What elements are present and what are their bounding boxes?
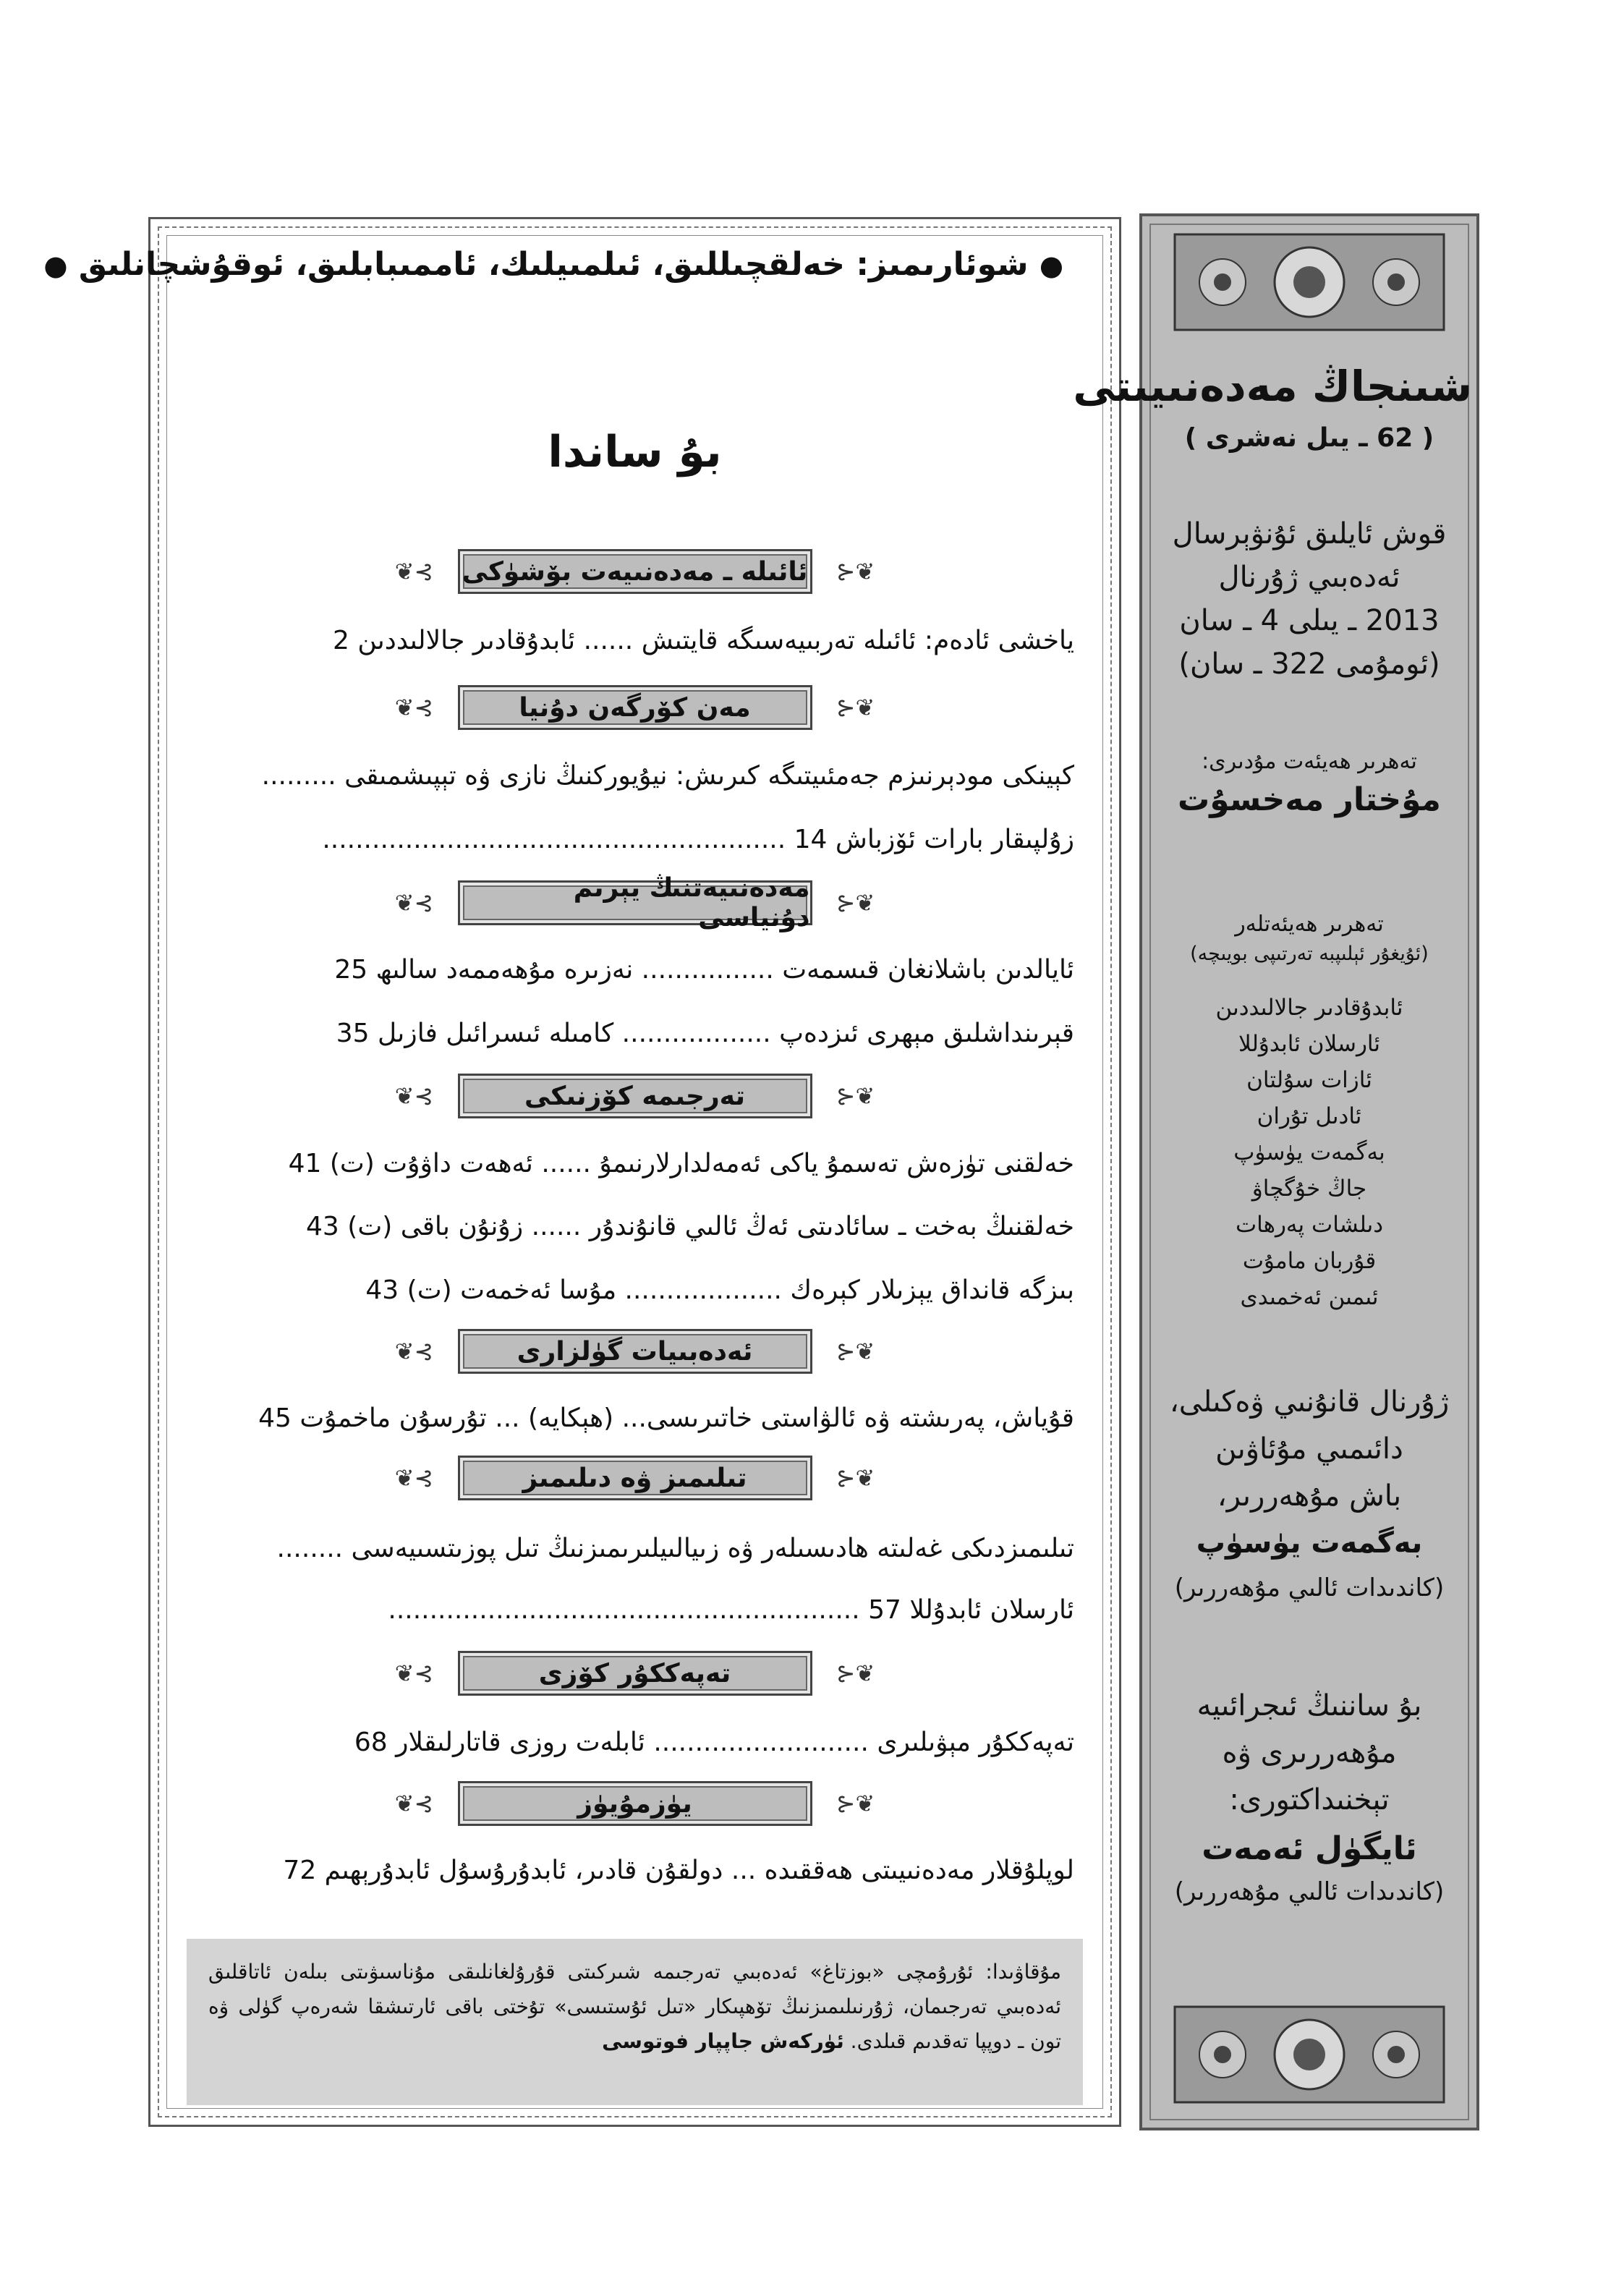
toc-entry[interactable]: قېرىنداشلىق مېھرى ئىزدەپ .................. كامىلە ئىسرائىل فازىل 35: [336, 1019, 1074, 1048]
section-title: تەرجىمە كۆزنىكى: [458, 1074, 812, 1118]
board-member: ئابدۇقادىر جالالىددىن: [1215, 995, 1403, 1021]
issue-contents-title: بۇ ساندا: [548, 427, 722, 477]
toc-entry[interactable]: قۇياش، پەرىشتە ۋە ئالۋاستى خاتىرىسى... (ھېكايە) ... تۇرسۇن ماخمۇت 45: [258, 1403, 1074, 1433]
board-head-name: مۇختار مەخسۇت: [1178, 781, 1441, 818]
bullet-icon: ●: [43, 250, 68, 281]
toc-entry[interactable]: ياخشى ئادەم: ئائىلە تەربىيەسىگە قايتىش ...... ئابدۇقادىر جالالىددىن 2: [333, 626, 1074, 655]
section-title: يۈزمۇيۈز: [458, 1781, 812, 1826]
legal-rep-line: ژۇرنال قانۇنىي ۋەكىلى،: [1169, 1385, 1450, 1419]
toc-entry[interactable]: خەلقنى تۈزەش تەسمۇ ياكى ئەمەلدارلارنىمۇ ...... ئەھەت داۋۇت (ت) 41: [288, 1149, 1074, 1178]
section-banner: [371, 1072, 899, 1120]
flourish-icon: ❦⊰: [836, 694, 875, 721]
legal-rep-title: (كاندىدات ئالىي مۇھەررىر): [1174, 1573, 1445, 1602]
flourish-icon: ❦⊰: [836, 1082, 875, 1110]
legal-rep-line: باش مۇھەررىر،: [1217, 1479, 1402, 1513]
section-title: ئائىلە ـ مەدەنىيەت بۆشۈكى: [458, 549, 812, 594]
journal-category: ئەدەبىي ژۇرنال: [1218, 561, 1400, 594]
issue-number: 2013 ـ يىلى 4 ـ سان: [1179, 604, 1440, 637]
flourish-icon: ⊱❦: [394, 694, 434, 721]
journal-name: شىنجاڭ مەدەنىيىتى: [1073, 362, 1472, 411]
board-label: تەھرىر ھەيئەتلەر: [1235, 912, 1384, 937]
section-banner: [371, 1649, 899, 1697]
board-member: ئىمىن ئەخمىدى: [1240, 1284, 1379, 1310]
section-title: مەدەنىيەتنىڭ يېرىم دۇنياسى: [458, 880, 812, 925]
executive-editor-line: بۇ ساننىڭ ئىجرائىيە: [1196, 1689, 1422, 1722]
floral-ornament-icon: [1172, 2004, 1447, 2105]
year-issue: ( 62 ـ يىل نەشرى ): [1184, 423, 1434, 453]
floral-ornament-icon: [1165, 228, 1454, 336]
board-member: ئازات سۇلتان: [1246, 1067, 1372, 1093]
board-member: دىلشات پەرھات: [1235, 1212, 1384, 1238]
executive-editor-title: (كاندىدات ئالىي مۇھەررىر): [1174, 1877, 1445, 1906]
flourish-icon: ❦⊰: [836, 558, 875, 585]
executive-editor-line: مۇھەررىرى ۋە: [1222, 1736, 1397, 1769]
board-member: قۇربان مامۇت: [1242, 1248, 1377, 1274]
flourish-icon: ⊱❦: [394, 558, 434, 585]
board-member: ئارسلان ئابدۇللا: [1238, 1031, 1381, 1057]
toc-entry[interactable]: زۇلپىقار بارات ئۆزباش 14 ........................................................: [322, 825, 1074, 854]
toc-entry[interactable]: ئايالدىن باشلانغان قىسمەت ................ نەزىرە مۇھەممەد سالىھ 25: [334, 955, 1074, 985]
credit-text: مۇقاۋىدا: ئۇرۇمچى «بوزتاغ» ئەدەبىي تەرجىمە شىركىتى قۇرۇلغانلىقى مۇناسىۋىتى بىلەن ئاتاقلىق ئەدەبىي تەرجىمان، ژۇرنىلىمىزنىڭ تۆھپىكار «تىل ئۇستىسى» تۇختى باقى ئارتىشقا شەرەپ گۈلى ۋە تون ـ دوپپا تەقدىم قىلدى.: [208, 1960, 1061, 2053]
flourish-icon: ⊱❦: [394, 1464, 434, 1492]
flourish-icon: ❦⊰: [836, 1338, 875, 1365]
section-banner: [371, 684, 899, 731]
section-title: تەپەككۇر كۆزى: [458, 1651, 812, 1696]
floral-ornament-icon: [1172, 231, 1447, 333]
section-banner: [371, 548, 899, 595]
legal-rep-line: دائىمىي مۇئاۋىن: [1215, 1432, 1403, 1466]
flourish-icon: ❦⊰: [836, 1660, 875, 1687]
section-banner: [371, 1454, 899, 1502]
journal-motto: [43, 246, 1063, 283]
flourish-icon: ⊱❦: [394, 1082, 434, 1110]
floral-ornament-icon: [1165, 2000, 1454, 2109]
masthead-sidebar: [1073, 213, 1479, 2130]
toc-entry[interactable]: تىلىمىزدىكى غەلىتە ھادىسىلەر ۋە زىيالىيلىرىمىزنىڭ تىل پوزىتسىيەسى ........: [276, 1534, 1074, 1563]
flourish-icon: ❦⊰: [836, 1790, 875, 1817]
toc-entry[interactable]: بىزگە قانداق يېزىلار كېرەك ................... مۇسا ئەخمەت (ت) 43: [365, 1275, 1074, 1305]
flourish-icon: ⊱❦: [394, 1338, 434, 1365]
executive-editor-line: تېخنىداكتورى:: [1229, 1783, 1390, 1817]
board-order-note: (ئۇيغۇر ئېلىپبە تەرتىپى بويىچە): [1190, 943, 1429, 965]
toc-entry[interactable]: كېينكى مودېرنىزم جەمئىيتىگە كىرىش: نيۇيوركنىڭ نازى ۋە تېپىشمىقى .........: [261, 761, 1074, 791]
motto-text: شوئارىمىز: خەلقچىللىق، ئىلمىيلىك، ئاممىبابلىق، ئوقۇشچانلىق: [78, 246, 1029, 283]
bullet-icon: ●: [1039, 250, 1063, 281]
flourish-icon: ❦⊰: [836, 1464, 875, 1492]
board-head-label: تەھرىر ھەيئەت مۇدىرى:: [1202, 749, 1417, 774]
table-of-contents: [43, 231, 1103, 2112]
total-issue-number: (ئومۇمى 322 ـ سان): [1178, 647, 1440, 681]
toc-entry[interactable]: خەلقنىڭ بەخت ـ سائادىتى ئەڭ ئالىي قانۇندۇر ...... زۇنۇن باقى (ت) 43: [306, 1212, 1074, 1241]
board-member: ئادىل تۇران: [1257, 1103, 1362, 1129]
executive-editor-name: ئايگۈل ئەمەت: [1202, 1830, 1417, 1867]
section-banner: [371, 1780, 899, 1827]
section-banner: [371, 1327, 899, 1375]
toc-entry[interactable]: تەپەككۇر مېۋىلىرى .......................... ئابلەت روزى قاتارلىقلار 68: [354, 1728, 1074, 1757]
section-title: تىلىمىز ۋە دىلىمىز: [458, 1456, 812, 1500]
flourish-icon: ⊱❦: [394, 889, 434, 917]
toc-entry[interactable]: ئارسلان ئابدۇللا 57 .........................................................: [388, 1595, 1074, 1625]
board-member: بەگمەت يۈسۈپ: [1233, 1139, 1385, 1165]
section-title: ئەدەبىيات گۈلزارى: [458, 1329, 812, 1374]
journal-type: قوش ئايلىق ئۇنۋېرسال: [1172, 517, 1447, 551]
section-title: مەن كۆرگەن دۇنيا: [458, 685, 812, 730]
flourish-icon: ❦⊰: [836, 889, 875, 917]
board-member: جاڭ خۇگچاۋ: [1251, 1176, 1367, 1202]
photographer-name: ئۈركەش جاپپار فوتوسى: [602, 2029, 844, 2053]
legal-rep-name: بەگمەت يۈسۈپ: [1196, 1526, 1423, 1560]
cover-photo-credit: [187, 1939, 1083, 2105]
flourish-icon: ⊱❦: [394, 1790, 434, 1817]
flourish-icon: ⊱❦: [394, 1660, 434, 1687]
section-banner: [371, 873, 899, 932]
toc-entry[interactable]: لوپلۇقلار مەدەنىيىتى ھەققىدە ... دولقۇن قادىر، ئابدۇرۇسۇل ئابدۇرېھىم 72: [283, 1856, 1074, 1885]
